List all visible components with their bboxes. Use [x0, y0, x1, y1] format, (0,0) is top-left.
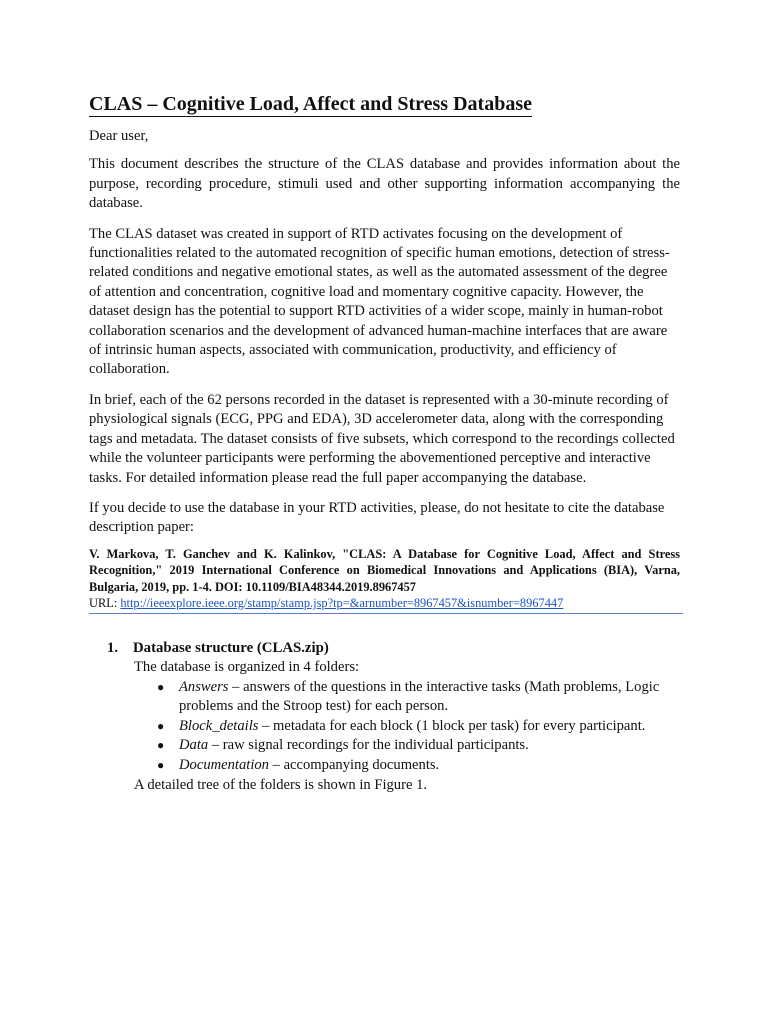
list-item	[157, 736, 680, 756]
section-intro: The database is organized in 4 folders:	[134, 658, 360, 675]
folder-desc: – answers of the questions in the interactive tasks (Math problems, Logic problems and the Stroop test) for each person.	[179, 678, 660, 715]
paragraph-cite-request: If you decide to use the database in your RTD activities, please, do not hesitate to cite the database description paper:	[89, 499, 665, 536]
greeting: Dear user,	[89, 128, 149, 144]
section-outro: A detailed tree of the folders is shown in Figure 1.	[134, 776, 428, 793]
bullet-icon: ●	[157, 738, 165, 753]
folder-name: Block_details	[179, 717, 259, 734]
url-line	[89, 595, 683, 614]
bullet-icon: ●	[157, 757, 165, 772]
section-database-structure	[89, 638, 680, 795]
folder-name: Documentation	[179, 756, 269, 773]
folder-list	[157, 678, 680, 776]
document-page	[89, 90, 680, 795]
folder-name: Answers	[179, 678, 229, 695]
list-item	[157, 717, 680, 737]
paragraph-intro: This document describes the structure of the CLAS database and provides information about the purpose, recording procedure, stimuli used and other supporting information accompanying the database.	[89, 156, 680, 212]
section-heading	[107, 638, 680, 658]
url-label: URL:	[89, 595, 121, 610]
list-item	[157, 678, 680, 717]
folder-name: Data	[179, 737, 209, 754]
document-title: CLAS – Cognitive Load, Affect and Stress Database	[89, 93, 532, 115]
list-item	[157, 756, 680, 776]
section-title: Database structure (CLAS.zip)	[133, 639, 329, 656]
bullet-icon: ●	[157, 679, 165, 694]
section-number: 1.	[107, 639, 119, 656]
bullet-icon: ●	[157, 718, 165, 733]
folder-desc: – metadata for each block (1 block per task) for every participant.	[258, 717, 646, 734]
paragraph-summary: In brief, each of the 62 persons recorded in the dataset is represented with a 30-minute recording of physiological signals (ECG, PPG and EDA), 3D accelerometer data, along with the corresponding tags and metadata. The dataset consists of five subsets, which correspond to the recordings collected while the volunteer participants were performing the abovementioned perceptive and interactive tasks. For detailed information please read the full paper accompanying the database.	[89, 391, 675, 486]
ieee-url-link[interactable]: http://ieeexplore.ieee.org/stamp/stamp.jsp?tp=&arnumber=8967457&isnumber=8967447	[120, 595, 564, 610]
paragraph-purpose: The CLAS dataset was created in support of RTD activates focusing on the development of functionalities related to the automated recognition of specific human emotions, detection of stress-related conditions and negative emotional states, as well as the automated assessment of the degree of attention and concentration, cognitive load and momentary cognitive capacity. However, the dataset design has the potential to support RTD activities of a wider scope, mainly in human-robot collaboration scenarios and the development of advanced human-machine interfaces that are aware of intrinsic human aspects, associated with communication, productivity, and efficiency of collaboration.	[89, 225, 670, 378]
folder-desc: – raw signal recordings for the individual participants.	[208, 737, 529, 754]
citation-text: V. Markova, T. Ganchev and K. Kalinkov, "CLAS: A Database for Cognitive Load, Affect and Stress Recognition," 2019 International Conference on Biomedical Innovations and Applications (BIA), Varna, Bulgaria, 2019, pp. 1-4. DOI: 10.1109/BIA48344.2019.8967457	[89, 546, 680, 594]
folder-desc: – accompanying documents.	[268, 756, 440, 773]
